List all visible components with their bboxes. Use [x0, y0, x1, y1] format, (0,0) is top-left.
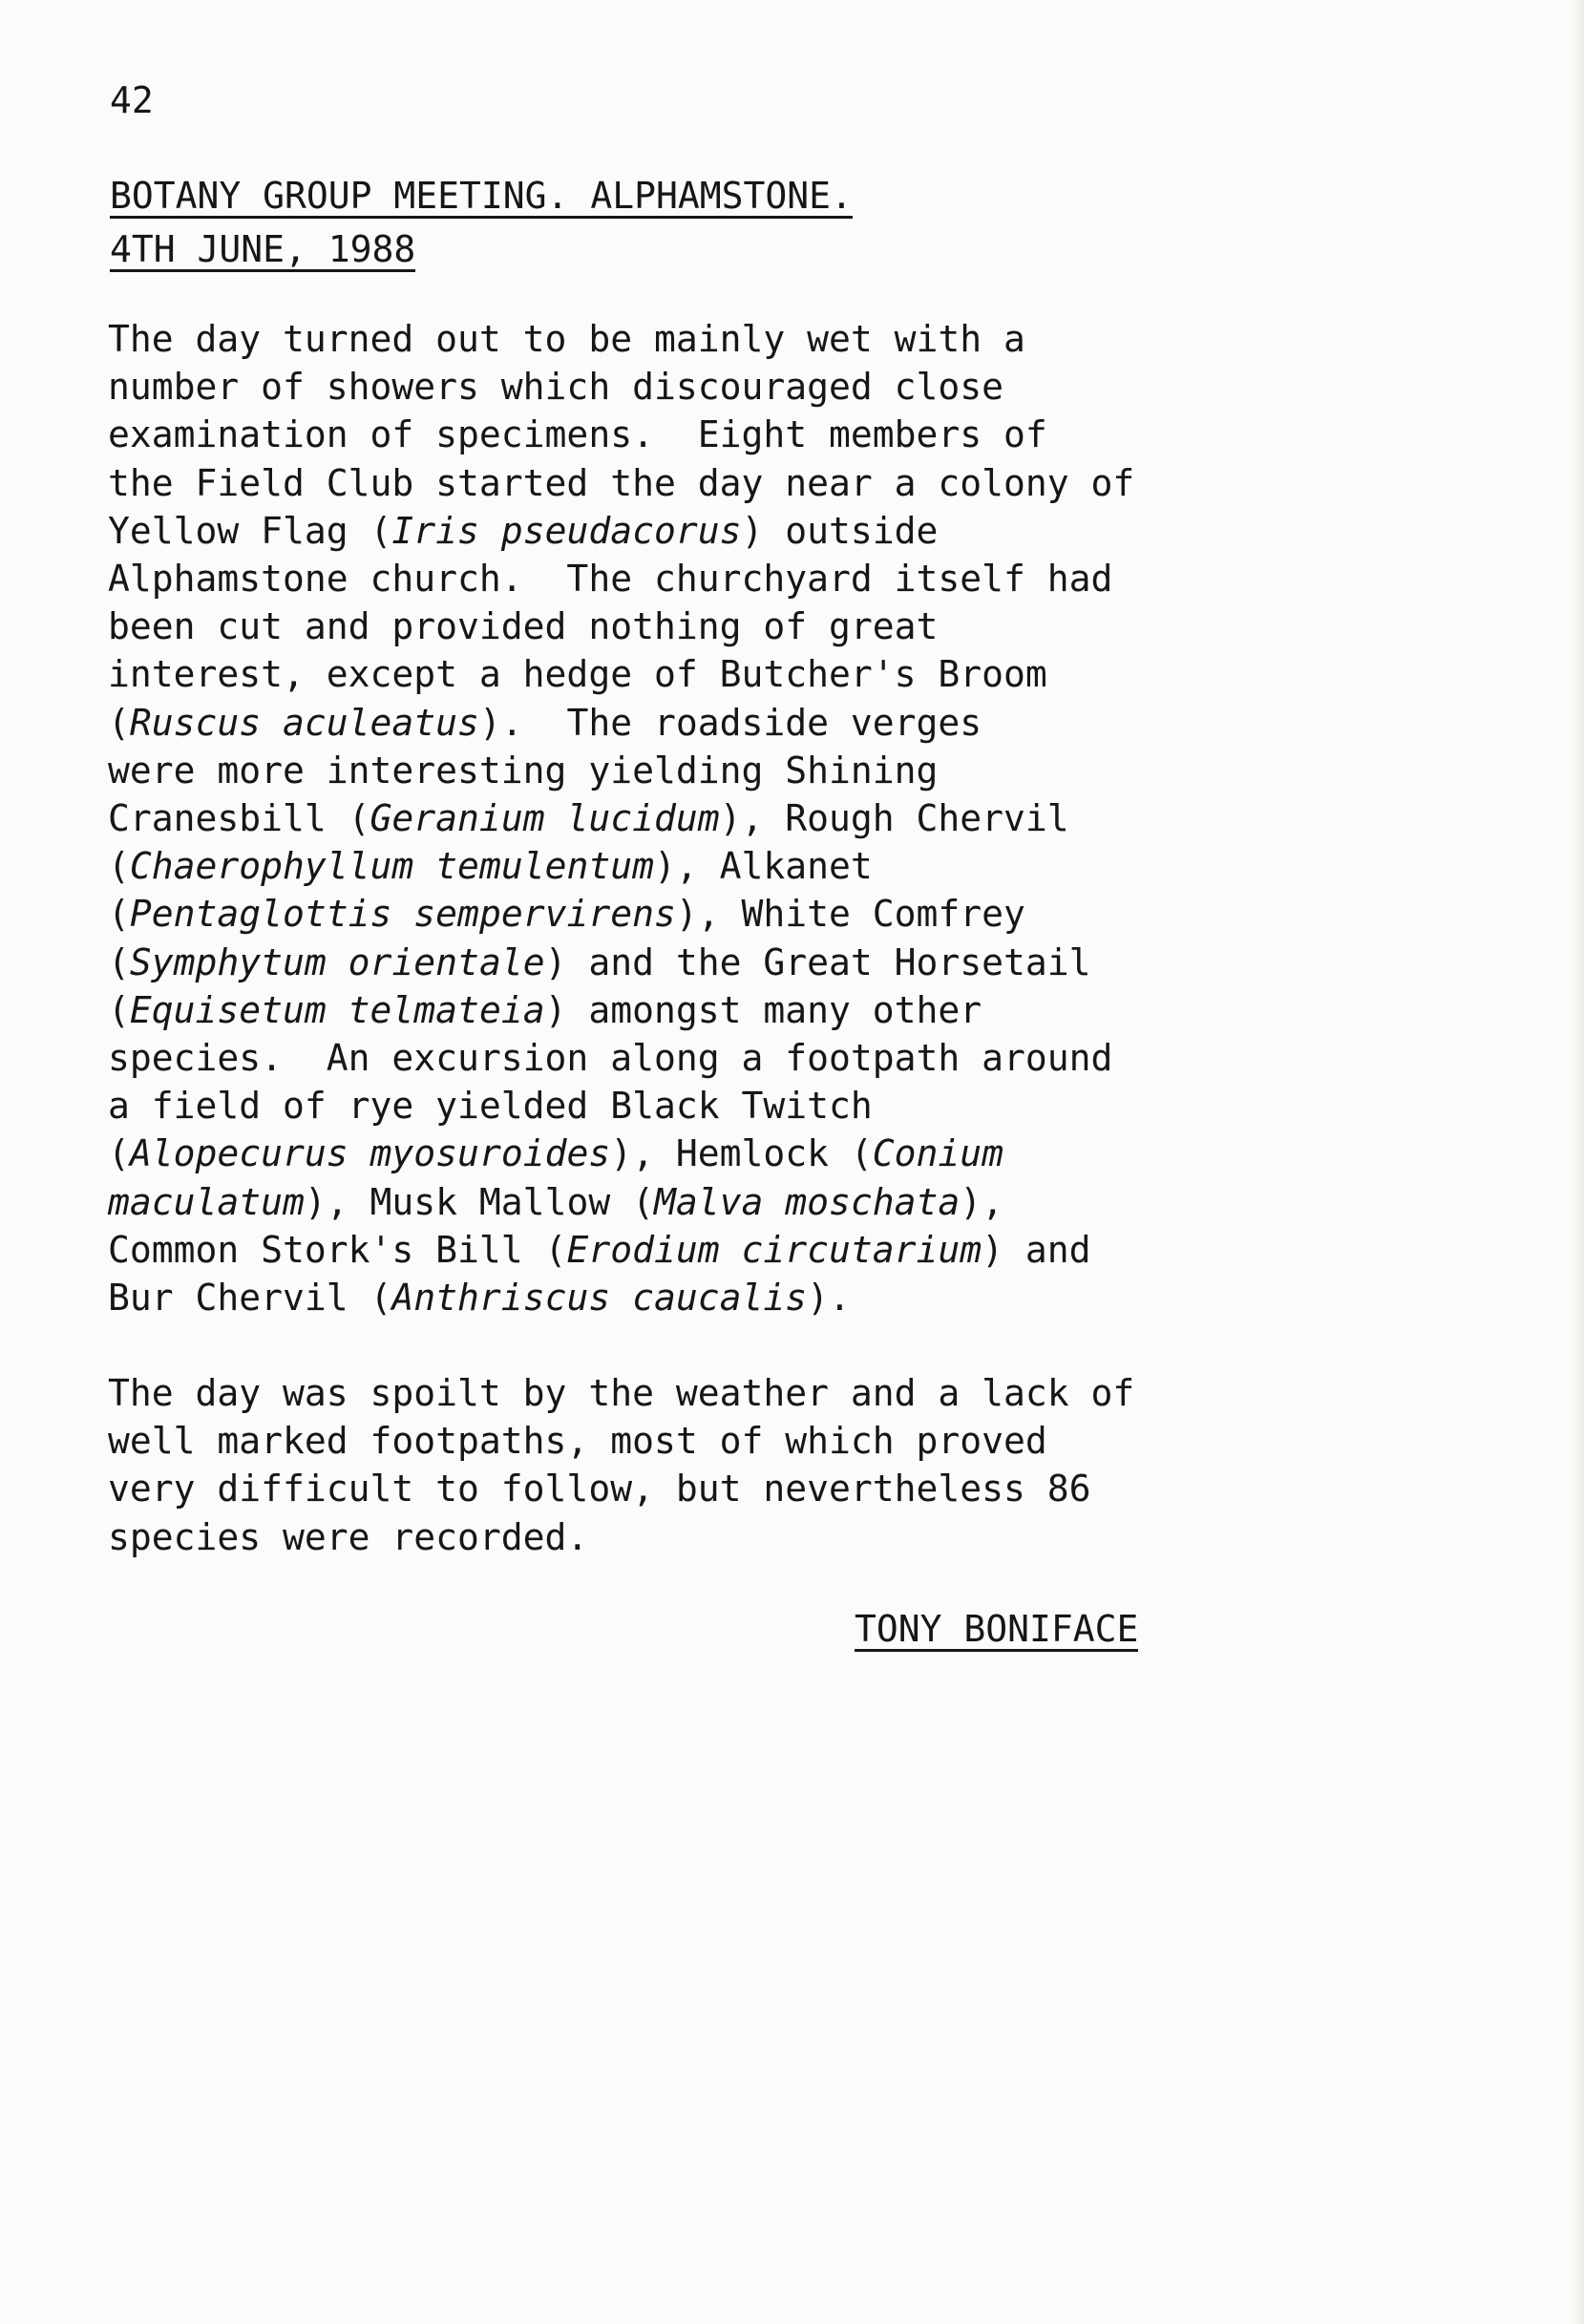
- article-heading: [110, 172, 853, 279]
- text-line: The day turned out to be mainly wet with a: [108, 318, 1025, 360]
- text-line: well marked footpaths, most of which proved: [108, 1420, 1047, 1463]
- text-fragment: ).: [807, 1277, 851, 1320]
- latin-name: Anthriscus caucalis: [391, 1277, 808, 1320]
- latin-name: Conium: [872, 1132, 1004, 1175]
- text-line: very difficult to follow, but nevertheless 86: [108, 1468, 1091, 1511]
- text-line: examination of specimens. Eight members of: [108, 413, 1047, 456]
- text-fragment: ) and the Great Horsetail: [544, 940, 1091, 983]
- latin-name: Alopecurus myosuroides: [129, 1132, 611, 1175]
- latin-name: Ruscus aculeatus: [129, 701, 479, 744]
- text-fragment: ), White Comfrey: [675, 893, 1025, 936]
- text-fragment: ) outside: [741, 509, 939, 552]
- text-fragment: Common Stork's Bill (: [108, 1228, 567, 1271]
- text-line: the Field Club started the day near a colony of: [108, 461, 1135, 504]
- page-edge-shadow: [1571, 0, 1584, 2324]
- page-number: 42: [110, 79, 154, 121]
- author-signature: TONY BONIFACE: [855, 1608, 1139, 1650]
- text-fragment: (: [108, 845, 130, 888]
- text-fragment: ) and: [982, 1228, 1091, 1271]
- paragraph-2: [108, 1369, 1134, 1561]
- text-fragment: (: [108, 893, 130, 936]
- text-fragment: ) amongst many other: [544, 988, 982, 1031]
- heading-title: BOTANY GROUP MEETING. ALPHAMSTONE.: [110, 175, 853, 217]
- latin-name: Erodium circutarium: [566, 1228, 982, 1271]
- text-fragment: (: [108, 1132, 130, 1175]
- text-line: been cut and provided nothing of great: [108, 605, 939, 648]
- text-fragment: ), Musk Mallow (: [304, 1180, 654, 1223]
- text-fragment: ). The roadside verges: [478, 701, 982, 744]
- text-fragment: ), Rough Chervil: [719, 797, 1069, 840]
- latin-name: Pentaglottis sempervirens: [129, 893, 676, 936]
- text-line: species. An excursion along a footpath around: [108, 1037, 1113, 1080]
- text-fragment: ),: [960, 1180, 1004, 1223]
- text-fragment: ), Alkanet: [653, 845, 873, 888]
- text-fragment: (: [108, 701, 130, 744]
- text-line: The day was spoilt by the weather and a lack of: [108, 1372, 1135, 1414]
- latin-name: Geranium lucidum: [370, 797, 720, 840]
- latin-name: Equisetum telmateia: [129, 988, 545, 1031]
- paragraph-1: [108, 315, 1134, 1321]
- text-fragment: (: [108, 988, 130, 1031]
- latin-name: Iris pseudacorus: [391, 509, 742, 552]
- text-line: were more interesting yielding Shining: [108, 749, 939, 792]
- text-fragment: Cranesbill (: [108, 797, 370, 840]
- text-fragment: ), Hemlock (: [610, 1132, 873, 1175]
- latin-name: Chaerophyllum temulentum: [129, 845, 654, 888]
- text-fragment: (: [108, 940, 130, 983]
- latin-name: maculatum: [108, 1180, 305, 1223]
- text-line: Alphamstone church. The churchyard itself had: [108, 558, 1113, 601]
- text-line: number of showers which discouraged close: [108, 366, 1003, 409]
- text-fragment: Bur Chervil (: [108, 1277, 392, 1320]
- latin-name: Malva moschata: [653, 1180, 961, 1223]
- latin-name: Symphytum orientale: [129, 940, 545, 983]
- text-line: interest, except a hedge of Butcher's Broom: [108, 653, 1047, 696]
- text-fragment: Yellow Flag (: [108, 509, 392, 552]
- text-line: a field of rye yielded Black Twitch: [108, 1085, 873, 1128]
- heading-date: 4TH JUNE, 1988: [110, 228, 416, 270]
- text-line: species were recorded.: [108, 1515, 589, 1558]
